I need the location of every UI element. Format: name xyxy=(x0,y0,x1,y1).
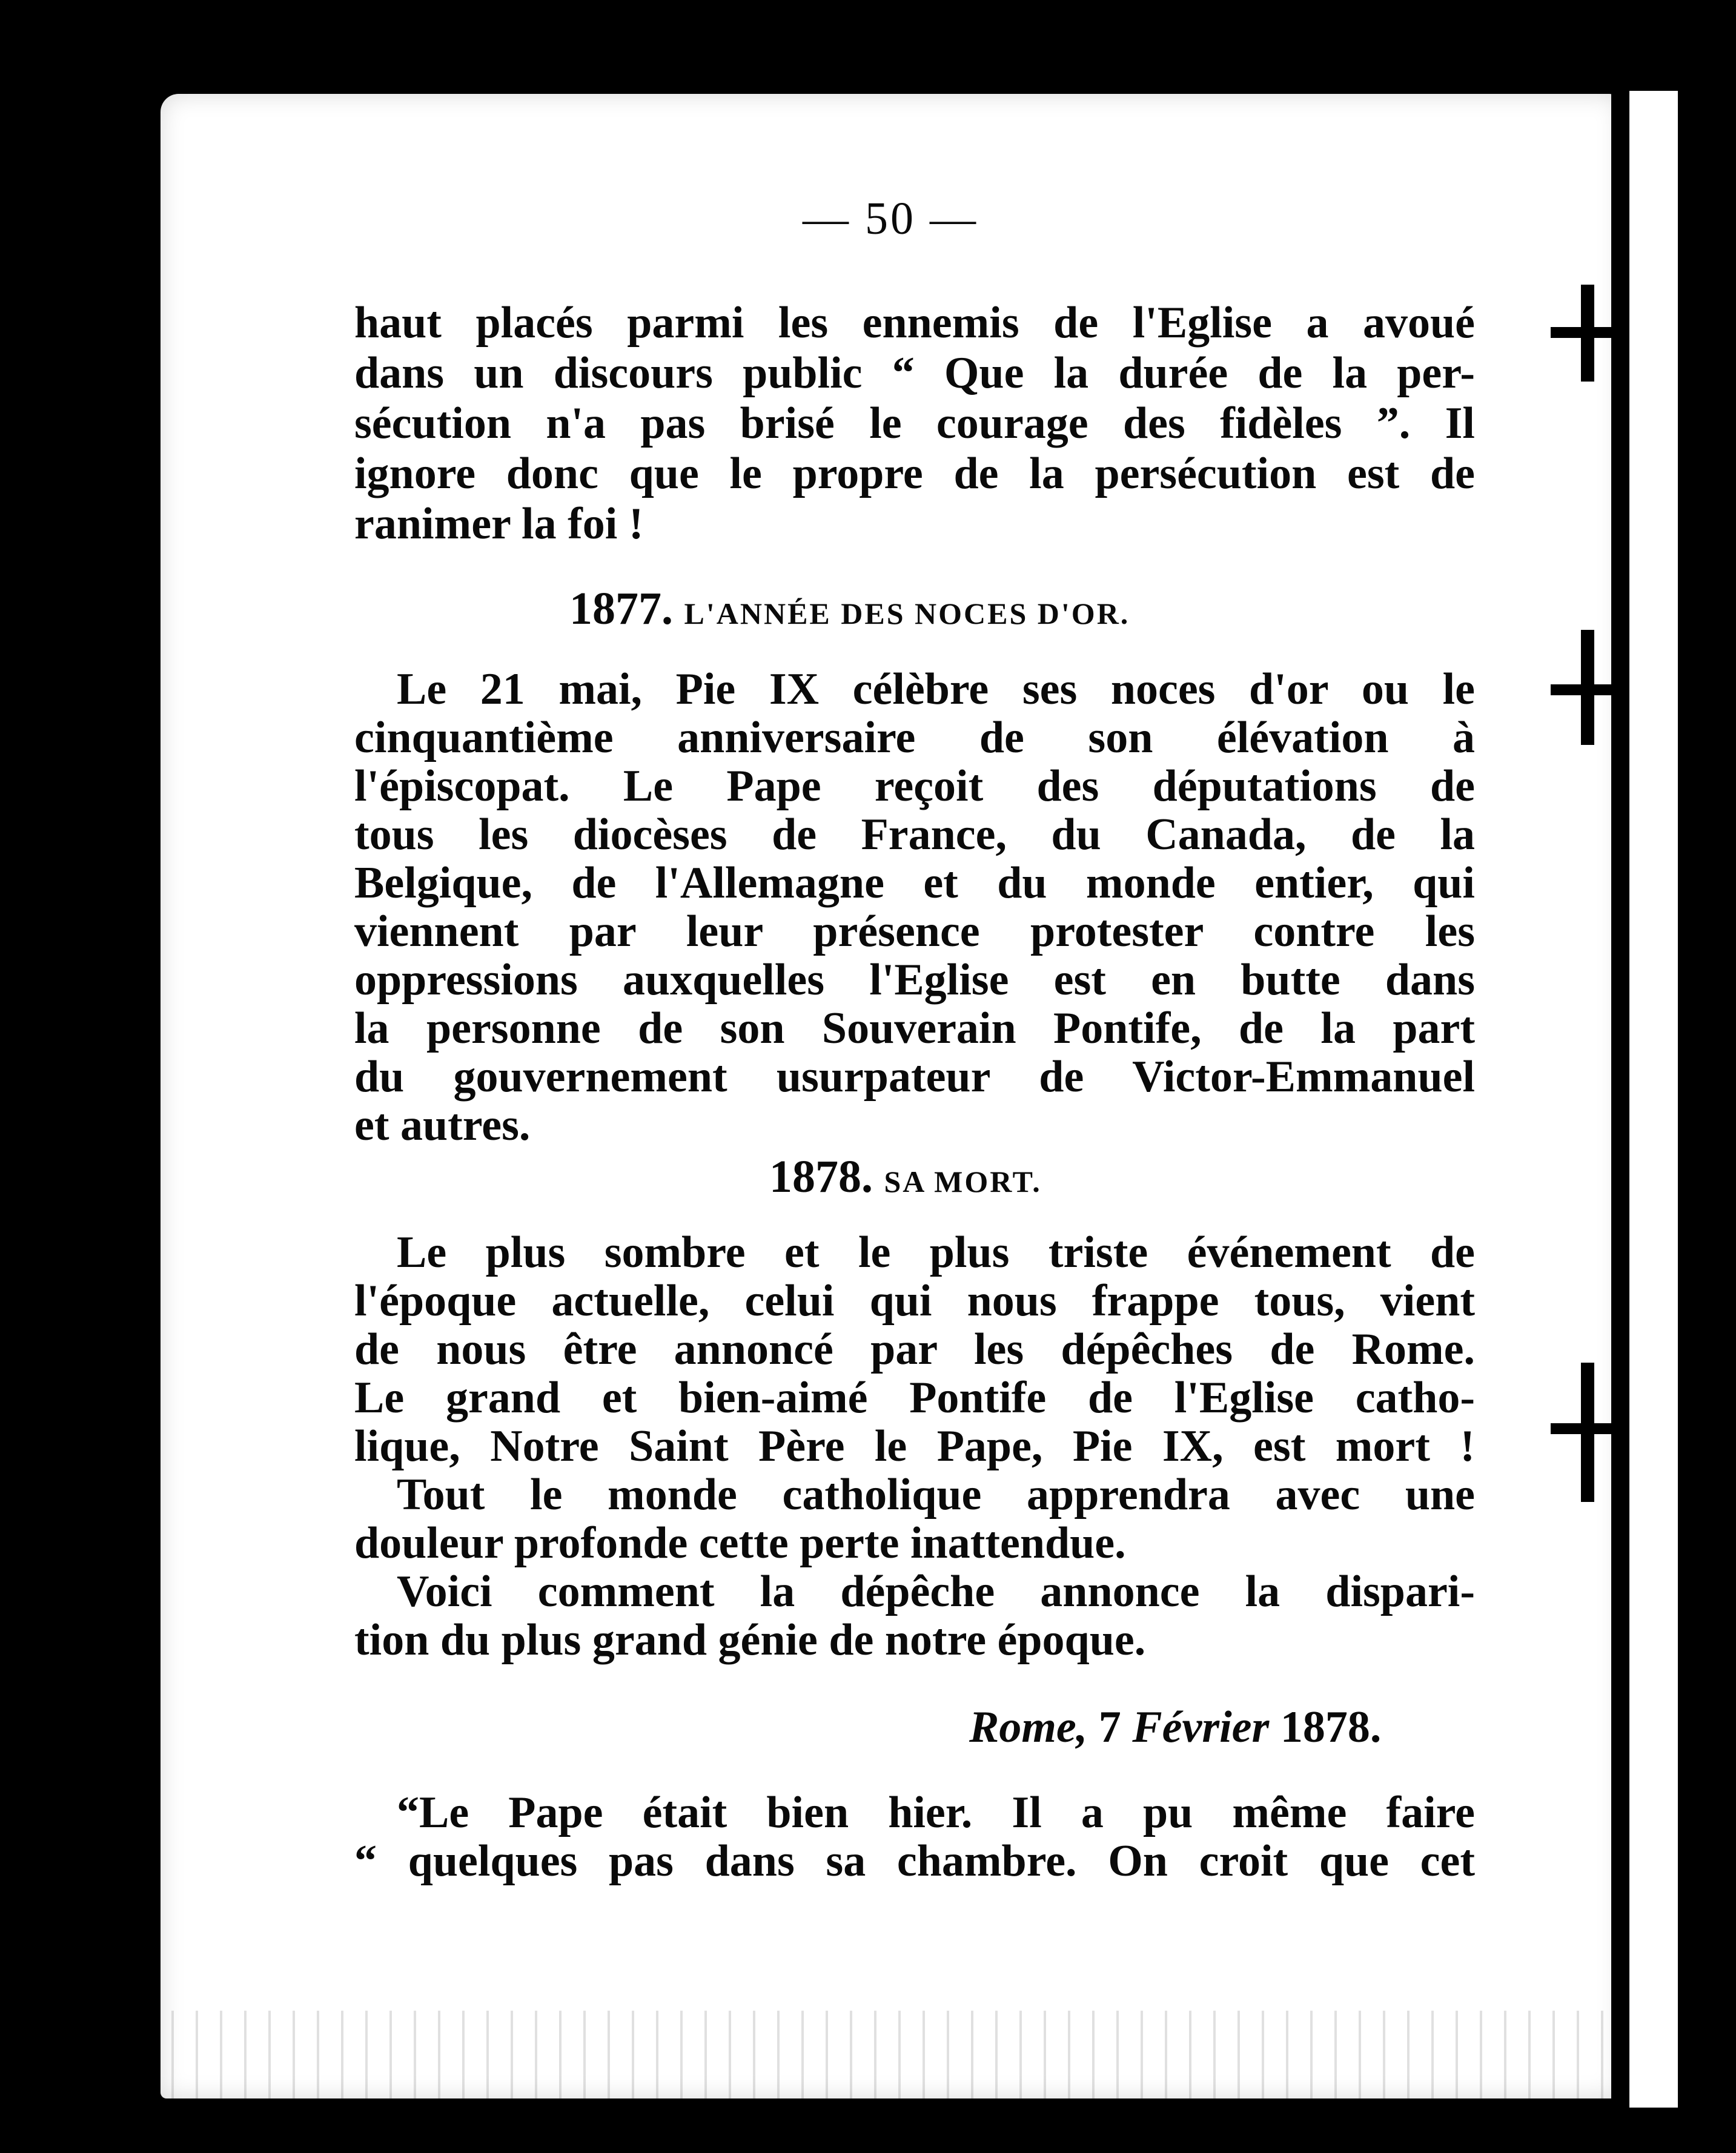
text-line: du gouvernement usurpateur de Victor-Emmanuel xyxy=(354,1052,1475,1102)
text-line: et autres. xyxy=(354,1100,531,1150)
text-line: Tout le monde catholique apprendra avec une xyxy=(397,1470,1475,1520)
section-year: 1878. xyxy=(769,1151,873,1202)
section-title: SA MORT. xyxy=(884,1165,1042,1199)
text-line: Le grand et bien-aimé Pontife de l'Eglise catho- xyxy=(354,1373,1475,1423)
text-line: Belgique, de l'Allemagne et du monde entier, qui xyxy=(354,858,1475,908)
dateline xyxy=(969,1702,1381,1753)
section-heading xyxy=(769,1151,1042,1208)
text-line: dans un discours public “ Que la durée de la per- xyxy=(354,348,1475,398)
binding-mark xyxy=(1581,285,1594,382)
text-line: tous les diocèses de France, du Canada, de la xyxy=(354,810,1475,859)
page-number: — 50 — xyxy=(803,193,978,244)
text-line: de nous être annoncé par les dépêches de Rome. xyxy=(354,1325,1475,1374)
text-line: cinquantième anniversaire de son élévation à xyxy=(354,713,1475,762)
text-line: tion du plus grand génie de notre époque. xyxy=(354,1615,1146,1665)
text-line: l'épiscopat. Le Pape reçoit des députations de xyxy=(354,761,1475,811)
text-line: sécution n'a pas brisé le courage des fidèles ”. Il xyxy=(354,399,1475,448)
text-line: Le 21 mai, Pie IX célèbre ses noces d'or ou le xyxy=(397,664,1475,714)
page-edge xyxy=(1629,91,1678,2108)
dateline-place: Rome, xyxy=(969,1702,1088,1752)
text-line: Voici comment la dépêche annonce la dispari- xyxy=(397,1567,1475,1616)
section-title: L'ANNÉE DES NOCES D'OR. xyxy=(684,597,1130,630)
dateline-month: Février xyxy=(1132,1702,1270,1752)
text-line: ignore donc que le propre de la persécution est de xyxy=(354,449,1475,498)
text-line: ranimer la foi ! xyxy=(354,499,644,549)
section-heading xyxy=(569,583,1130,640)
text-line: douleur profonde cette perte inattendue. xyxy=(354,1518,1126,1568)
text-line: viennent par leur présence protester contre les xyxy=(354,907,1475,956)
binding-mark xyxy=(1581,630,1594,745)
section-year: 1877. xyxy=(569,583,673,634)
binding-mark xyxy=(1581,1363,1594,1502)
scan-noise xyxy=(161,2011,1620,2102)
dateline-day: 7 xyxy=(1098,1702,1121,1752)
dateline-year: 1878. xyxy=(1280,1702,1382,1752)
text-line: Le plus sombre et le plus triste événement de xyxy=(397,1228,1475,1277)
page-gutter xyxy=(1611,85,1629,2114)
text-line: la personne de son Souverain Pontife, de la part xyxy=(354,1004,1475,1053)
text-line: “ quelques pas dans sa chambre. On croit que cet xyxy=(354,1836,1475,1886)
text-line: l'époque actuelle, celui qui nous frappe tous, vient xyxy=(354,1276,1475,1326)
text-line: haut placés parmi les ennemis de l'Eglise a avoué xyxy=(354,298,1475,348)
text-line: “Le Pape était bien hier. Il a pu même faire xyxy=(397,1788,1475,1837)
text-line: oppressions auxquelles l'Eglise est en butte dans xyxy=(354,955,1475,1005)
text-line: lique, Notre Saint Père le Pape, Pie IX, est mort ! xyxy=(354,1421,1475,1471)
